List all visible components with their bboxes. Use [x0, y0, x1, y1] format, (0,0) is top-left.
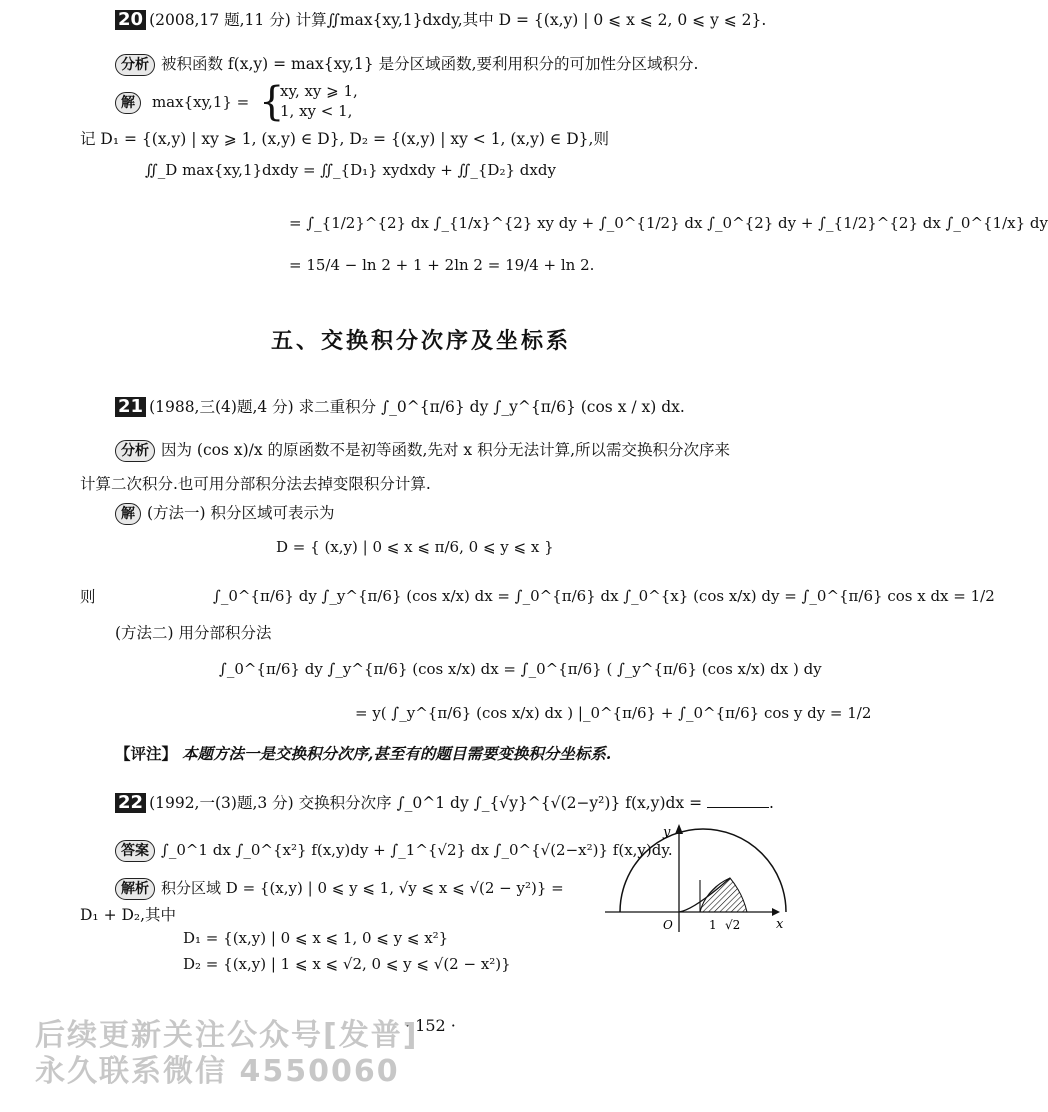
equation-20-line1: ∬_D max{xy,1}dxdy = ∬_{D₁} xydxdy + ∬_{D₂} dxdy [145, 161, 556, 179]
tick-sqrt2-label: √2 [725, 918, 741, 932]
solution-tag: 解析 [115, 878, 155, 900]
max-definition-lhs: max{xy,1} = [151, 93, 250, 111]
equation-20-line2: = ∫_{1/2}^{2} dx ∫_{1/x}^{2} xy dy + ∫_0^{1/2} dx ∫_0^{2} dy + ∫_{1/2}^{2} dx ∫_0^{1/x} dy [289, 214, 1048, 232]
equation-20-line3: = 15/4 − ln 2 + 1 + 2ln 2 = 19/4 + ln 2. [289, 256, 595, 274]
y-axis-label: y [663, 825, 671, 840]
problem-21-header [115, 397, 685, 417]
comment-label: 【评注】 [115, 744, 178, 763]
analysis-text-line1: 因为 (cos x)/x 的原函数不是初等函数,先对 x 积分无法计算,所以需交换积分次序来 [161, 441, 730, 459]
d2-definition: D₂ = {(x,y) | 1 ⩽ x ⩽ √2, 0 ⩽ y ⩽ √(2 − x²)} [183, 955, 511, 973]
method-2-equation-line2: = y( ∫_y^{π/6} (cos x/x) dx ) |_0^{π/6} + ∫_0^{π/6} cos y dy = 1/2 [355, 704, 872, 722]
watermark-line-1: 后续更新关注公众号[发普] [35, 1018, 419, 1053]
x-axis-arrow [772, 908, 780, 916]
problem-number-badge: 20 [115, 10, 146, 30]
method-1-label: (方法一) 积分区域可表示为 [147, 504, 335, 522]
define-d1-d2: 记 D₁ = {(x,y) | xy ⩾ 1, (x,y) ∈ D}, D₂ = {(x,y) | xy < 1, (x,y) ∈ D},则 [80, 130, 609, 148]
analysis-tag: 分析 [115, 440, 155, 462]
problem-22-statement: (1992,一(3)题,3 分) 交换积分次序 ∫_0^1 dy ∫_{√y}^{√(2−y²)} f(x,y)dx = [149, 794, 703, 812]
problem-20-header [115, 10, 766, 30]
answer-equation: ∫_0^1 dx ∫_0^{x²} f(x,y)dy + ∫_1^{√2} dx ∫_0^{√(2−x²)} f(x,y)dy. [161, 841, 673, 859]
analysis-text: 被积函数 f(x,y) = max{xy,1} 是分区域函数,要利用积分的可加性分区域积分. [161, 55, 699, 73]
section-title: 五、交换积分次序及坐标系 [271, 328, 572, 354]
problem-20-statement: (2008,17 题,11 分) 计算∬max{xy,1}dxdy,其中 D = {(x,y) | 0 ⩽ x ⩽ 2, 0 ⩽ y ⩽ 2}. [149, 11, 767, 29]
analysis-tag: 分析 [115, 54, 155, 76]
problem-20-solution-head [115, 92, 249, 114]
problem-22-solution [115, 878, 564, 900]
problem-22-answer [115, 840, 673, 862]
problem-22-header: 22 (1992,一(3)题,3 分) 交换积分次序 ∫_0^1 dy ∫_{√y}^{√(2−y²)} f(x,y)dx = . [115, 793, 774, 813]
solution-tag: 解 [115, 503, 141, 525]
method-1-equation: ∫_0^{π/6} dy ∫_y^{π/6} (cos x/x) dx = ∫_0^{π/6} dx ∫_0^{x} (cos x/x) dy = ∫_0^{π/6} cos x dx = 1/2 [213, 587, 995, 605]
tick-1-label: 1 [709, 918, 717, 932]
watermark-line-2: 永久联系微信 4550060 [35, 1054, 400, 1089]
page-number: · 152 · [405, 1016, 456, 1035]
problem-20-analysis [115, 54, 698, 76]
y-axis-arrow [675, 824, 683, 834]
comment-text: 本题方法一是交换积分次序,甚至有的题目需要变换积分坐标系. [181, 744, 612, 763]
origin-label: O [663, 918, 673, 932]
answer-tag: 答案 [115, 840, 155, 862]
analysis-text-line2: 计算二次积分.也可用分部积分法去掉变限积分计算. [80, 475, 431, 493]
then-word: 则 [80, 588, 96, 606]
method-2-label: (方法二) 用分部积分法 [115, 624, 272, 642]
comment [115, 744, 611, 764]
domain-equation: D = { (x,y) | 0 ⩽ x ⩽ π/6, 0 ⩽ y ⩽ x } [276, 538, 554, 556]
problem-number-badge: 21 [115, 397, 146, 417]
piecewise-case-1: xy, xy ⩾ 1, [280, 82, 358, 100]
solution-line1: 积分区域 D = {(x,y) | 0 ⩽ y ⩽ 1, √y ⩽ x ⩽ √(2 − y²)} = [161, 879, 564, 897]
piecewise-case-2: 1, xy < 1, [280, 102, 353, 120]
x-axis-label: x [776, 917, 784, 932]
problem-21-analysis [115, 440, 730, 462]
problem-number-badge: 22 [115, 793, 146, 813]
problem-21-method1 [115, 503, 335, 525]
solution-line2: D₁ + D₂,其中 [80, 906, 177, 924]
method-2-equation-line1: ∫_0^{π/6} dy ∫_y^{π/6} (cos x/x) dx = ∫_0^{π/6} ( ∫_y^{π/6} (cos x/x) dx ) dy [219, 660, 822, 678]
integration-region-figure [600, 822, 790, 937]
d1-definition: D₁ = {(x,y) | 0 ⩽ x ⩽ 1, 0 ⩽ y ⩽ x²} [183, 929, 449, 947]
solution-tag: 解 [115, 92, 141, 114]
answer-blank [707, 793, 769, 808]
piecewise-brace: { [259, 79, 285, 125]
problem-21-statement: (1988,三(4)题,4 分) 求二重积分 ∫_0^{π/6} dy ∫_y^{π/6} (cos x / x) dx. [149, 398, 685, 416]
